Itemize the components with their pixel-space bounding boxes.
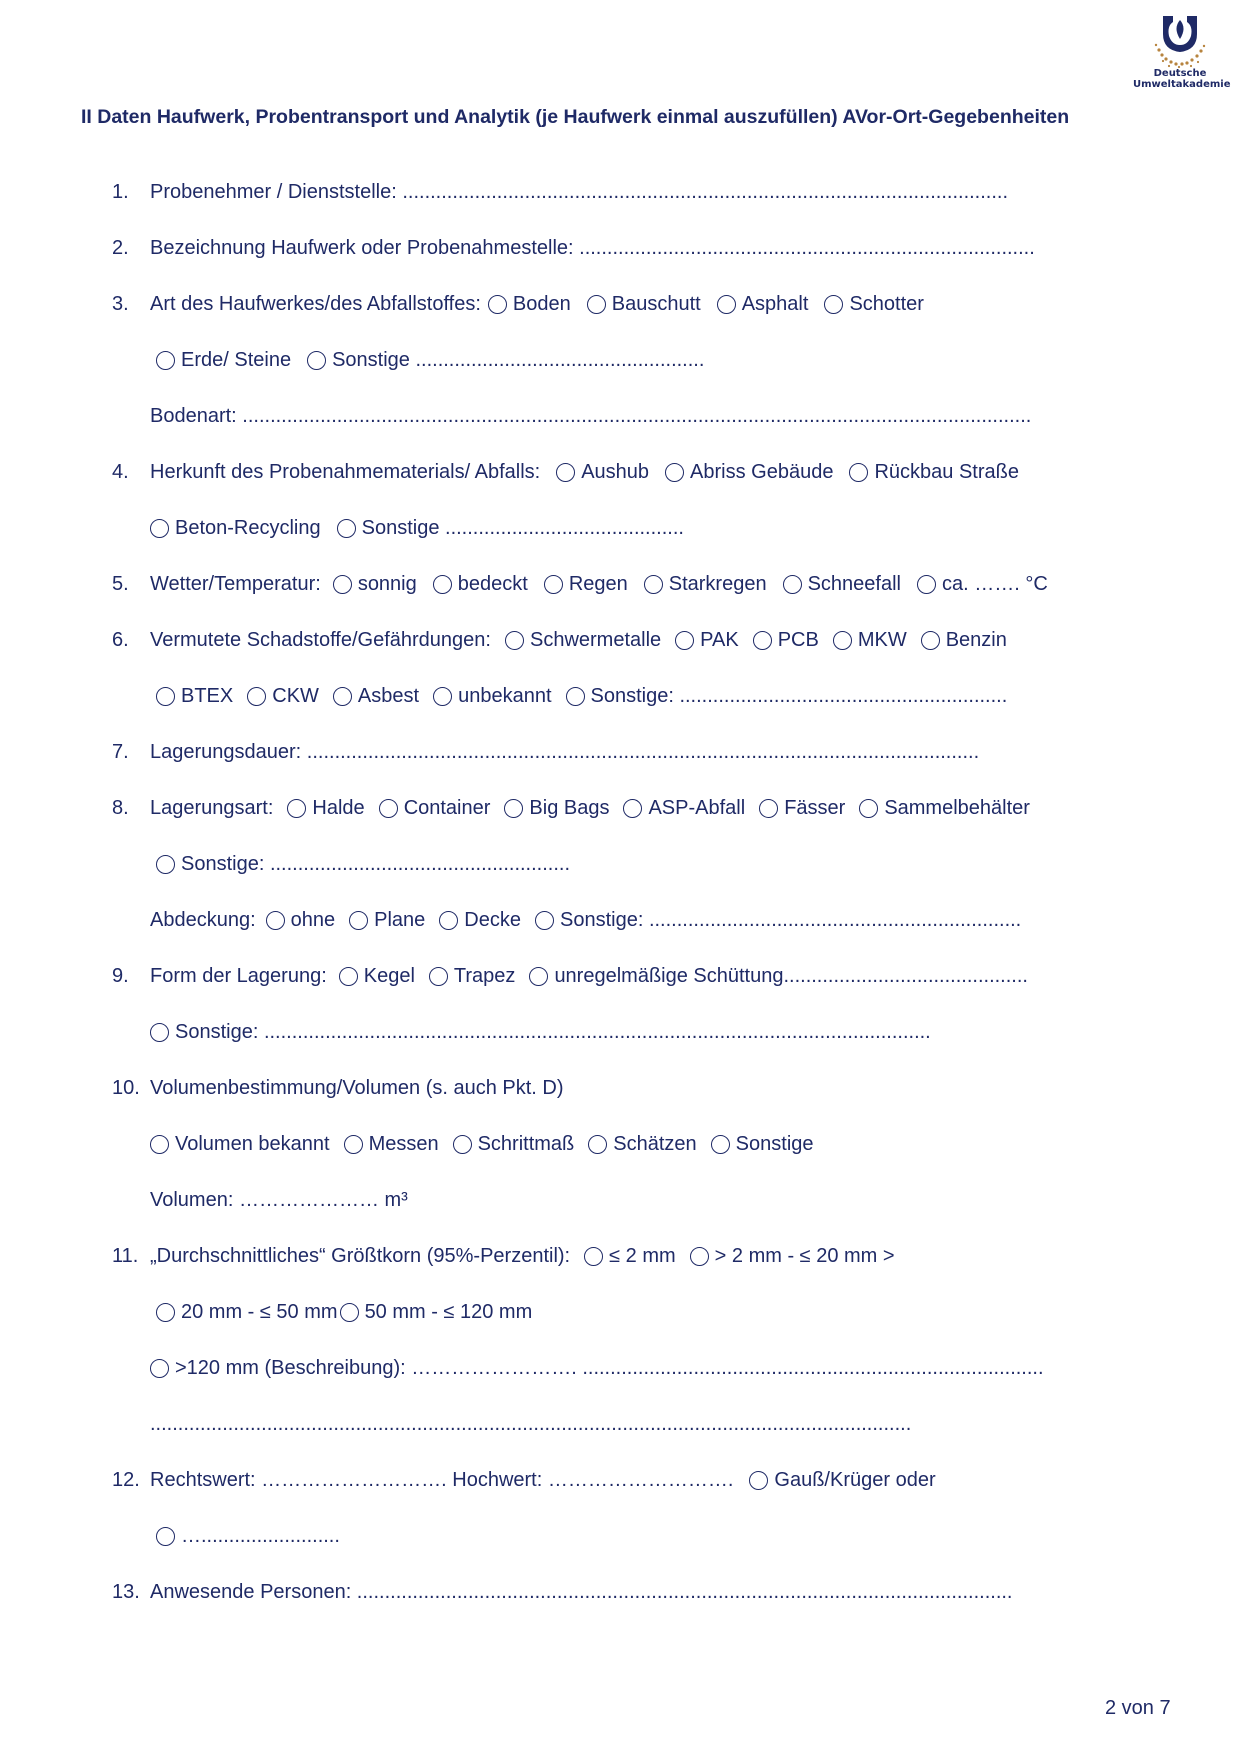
field-probenehmer[interactable]: Probenehmer / Dienststelle: .............................................................................................................: [150, 181, 1009, 203]
schadstoffe-row: [150, 626, 1007, 654]
herkunft-row-2: [150, 514, 684, 542]
field-label: „Durchschnittliches“ Größtkorn (95%-Perzentil):: [150, 1245, 571, 1267]
radio-option-2-bis-20mm[interactable]: [690, 1242, 895, 1270]
radio-button-icon[interactable]: [453, 1135, 472, 1154]
option-label: 20 mm - ≤ 50 mm: [181, 1301, 338, 1323]
radio-option-decke[interactable]: [439, 906, 521, 934]
radio-option-pak[interactable]: [675, 626, 739, 654]
option-label: Sonstige: ......................................................: [181, 853, 571, 875]
radio-button-icon[interactable]: [150, 1023, 169, 1042]
item-number: 9.: [112, 965, 129, 987]
radio-option-big-bags[interactable]: [504, 794, 609, 822]
radio-button-icon[interactable]: [349, 911, 368, 930]
radio-option-asp-abfall[interactable]: [623, 794, 745, 822]
field-label: Herkunft des Probenahmematerials/ Abfalls:: [150, 461, 541, 483]
radio-button-icon[interactable]: [339, 967, 358, 986]
option-label: Schotter: [849, 293, 924, 315]
option-label: Halde: [312, 797, 365, 819]
radio-option-schotter[interactable]: [824, 290, 923, 318]
field-label: Vermutete Schadstoffe/Gefährdungen:: [150, 629, 491, 651]
logo: [1133, 12, 1231, 90]
option-label: Beton-Recycling: [175, 517, 321, 539]
radio-button-icon[interactable]: [544, 575, 563, 594]
option-label: Fässer: [784, 797, 846, 819]
radio-option-ueber-120mm[interactable]: [150, 1354, 1044, 1382]
radio-button-icon[interactable]: [429, 967, 448, 986]
wetter-row: [150, 570, 1048, 598]
radio-button-icon[interactable]: [504, 799, 523, 818]
item-number: 7.: [112, 741, 129, 763]
radio-option-bedeckt[interactable]: [433, 570, 528, 598]
radio-option-container[interactable]: [379, 794, 491, 822]
radio-button-icon[interactable]: [150, 519, 169, 538]
form-lagerung-row: [150, 962, 1028, 990]
radio-option-other-system[interactable]: [156, 1522, 340, 1550]
radio-option-halde[interactable]: [287, 794, 364, 822]
option-label: sonnig: [357, 573, 417, 595]
radio-button-icon[interactable]: [156, 855, 175, 874]
radio-option-unregelmaessige-schuettung[interactable]: [529, 962, 1028, 990]
item-number: 13.: [112, 1581, 140, 1603]
item-number: 4.: [112, 461, 129, 483]
field-anwesende-personen[interactable]: Anwesende Personen: ......................................................................................................................: [150, 1581, 1013, 1603]
radio-button-icon[interactable]: [337, 519, 356, 538]
option-label: unregelmäßige Schüttung............................................: [554, 965, 1028, 987]
option-label: Decke: [464, 909, 521, 931]
field-beschreibung-continued[interactable]: .........................................................................................................................................: [150, 1413, 912, 1435]
option-label: Bauschutt: [611, 293, 701, 315]
radio-option-btex[interactable]: [156, 682, 233, 710]
radio-button-icon[interactable]: [439, 911, 458, 930]
option-label: Schneefall: [807, 573, 901, 595]
abdeckung-row: [150, 906, 1021, 934]
radio-option-sonstige[interactable]: [535, 906, 1021, 934]
radio-option-gauss-krueger[interactable]: [749, 1466, 935, 1494]
radio-button-icon[interactable]: [588, 1135, 607, 1154]
field-label: Volumenbestimmung/Volumen (s. auch Pkt. D): [150, 1077, 564, 1099]
option-label: Messen: [368, 1133, 439, 1155]
lagerungsart-row-2: [156, 850, 570, 878]
field-label: Form der Lagerung:: [150, 965, 327, 987]
art-haufwerk-row: [150, 290, 924, 318]
option-label: Sammelbehälter: [884, 797, 1030, 819]
field-volumen[interactable]: Volumen: ………………… m³: [150, 1189, 408, 1211]
radio-option-sonstige[interactable]: [156, 850, 570, 878]
field-lagerungsdauer[interactable]: Lagerungsdauer: .........................................................................................................................: [150, 741, 980, 763]
radio-option-rueckbau-strasse[interactable]: [849, 458, 1019, 486]
radio-button-icon[interactable]: [753, 631, 772, 650]
field-bezeichnung-haufwerk[interactable]: Bezeichnung Haufwerk oder Probenahmestelle: ..................................................................................: [150, 237, 1035, 259]
radio-option-erde-steine[interactable]: [156, 346, 291, 374]
field-label: Wetter/Temperatur:: [150, 573, 321, 595]
option-label: Abriss Gebäude: [690, 461, 834, 483]
radio-option-mkw[interactable]: [833, 626, 907, 654]
option-label: Sonstige: [735, 1133, 814, 1155]
option-label: Sonstige: ........................................................................................................................: [175, 1021, 931, 1043]
radio-option-20-bis-50mm[interactable]: [156, 1298, 338, 1326]
option-label: Sonstige: ...........................................................: [590, 685, 1008, 707]
radio-option-sonstige[interactable]: [711, 1130, 814, 1158]
option-label: BTEX: [181, 685, 234, 707]
option-label: >120 mm (Beschreibung): ……………………. ...................................................................................: [175, 1357, 1044, 1379]
radio-button-icon[interactable]: [917, 575, 936, 594]
koordinaten-row-2: [156, 1522, 340, 1550]
radio-option-aushub[interactable]: [556, 458, 649, 486]
option-label: Schrittmaß: [477, 1133, 575, 1155]
radio-option-faesser[interactable]: [759, 794, 845, 822]
option-label: Volumen bekannt: [175, 1133, 330, 1155]
radio-option-unbekannt[interactable]: [433, 682, 551, 710]
logo-name-line-2: Umweltakademie: [1133, 79, 1231, 90]
logo-name-line-1: Deutsche: [1153, 68, 1207, 79]
form-lagerung-row-2: [150, 1018, 931, 1046]
radio-button-icon[interactable]: [156, 1303, 175, 1322]
radio-option-pcb[interactable]: [753, 626, 819, 654]
radio-button-icon[interactable]: [505, 631, 524, 650]
radio-option-sonstige[interactable]: [337, 514, 684, 542]
radio-button-icon[interactable]: [849, 463, 868, 482]
radio-option-schrittmass[interactable]: [453, 1130, 575, 1158]
radio-button-icon[interactable]: [690, 1247, 709, 1266]
option-label: ca. ……. °C: [942, 573, 1048, 595]
koordinaten-row: [150, 1466, 936, 1494]
radio-button-icon[interactable]: [665, 463, 684, 482]
art-haufwerk-row-2: [156, 346, 704, 374]
option-label: Gauß/Krüger oder: [774, 1469, 936, 1491]
radio-button-icon[interactable]: [433, 575, 452, 594]
radio-button-icon[interactable]: [379, 799, 398, 818]
radio-button-icon[interactable]: [340, 1303, 359, 1322]
option-label: Rückbau Straße: [874, 461, 1019, 483]
option-label: MKW: [857, 629, 907, 651]
groesstkorn-row-2: [156, 1298, 532, 1326]
radio-button-icon[interactable]: [156, 351, 175, 370]
option-label: Aushub: [581, 461, 650, 483]
radio-option-ckw[interactable]: [247, 682, 319, 710]
radio-button-icon[interactable]: [529, 967, 548, 986]
item-number: 11.: [112, 1245, 139, 1267]
option-label: > 2 mm - ≤ 20 mm >: [714, 1245, 895, 1267]
item-number: 6.: [112, 629, 129, 651]
radio-option-messen[interactable]: [344, 1130, 439, 1158]
option-label: Schätzen: [613, 1133, 697, 1155]
radio-option-plane[interactable]: [349, 906, 425, 934]
schadstoffe-row-2: [156, 682, 1007, 710]
option-label: ASP-Abfall: [648, 797, 746, 819]
radio-button-icon[interactable]: [307, 351, 326, 370]
field-label: Lagerungsart:: [150, 797, 274, 819]
option-label: Benzin: [945, 629, 1007, 651]
radio-option-boden[interactable]: [488, 290, 571, 318]
lagerungsart-row: [150, 794, 1030, 822]
radio-button-icon[interactable]: [759, 799, 778, 818]
radio-option-sonstige[interactable]: [307, 346, 704, 374]
page-number: 2 von 7: [1105, 1697, 1171, 1719]
radio-option-ohne[interactable]: [266, 906, 336, 934]
option-label: ≤ 2 mm: [609, 1245, 676, 1267]
radio-option-starkregen[interactable]: [644, 570, 767, 598]
radio-button-icon[interactable]: [921, 631, 940, 650]
radio-button-icon[interactable]: [433, 687, 452, 706]
option-label: Asbest: [357, 685, 420, 707]
radio-button-icon[interactable]: [644, 575, 663, 594]
radio-option-volumen-bekannt[interactable]: [150, 1130, 330, 1158]
option-label: 50 mm - ≤ 120 mm: [364, 1301, 533, 1323]
herkunft-row: [150, 458, 1019, 486]
radio-button-icon[interactable]: [488, 295, 507, 314]
item-number: 12.: [112, 1469, 140, 1491]
deutsche-umweltakademie-logo-icon: [1153, 12, 1207, 68]
item-number: 1.: [112, 181, 129, 203]
option-label: Boden: [512, 293, 571, 315]
radio-option-50-bis-120mm[interactable]: [340, 1298, 533, 1326]
radio-option-sammelbehaelter[interactable]: [859, 794, 1030, 822]
radio-button-icon[interactable]: [783, 575, 802, 594]
field-rechtswert-hochwert[interactable]: Rechtswert: ………………………. Hochwert: ……………………….: [150, 1469, 734, 1491]
radio-option-sonstige[interactable]: [566, 682, 1008, 710]
radio-option-sonnig[interactable]: [333, 570, 417, 598]
option-label: Schwermetalle: [529, 629, 662, 651]
item-number: 5.: [112, 573, 129, 595]
radio-button-icon[interactable]: [344, 1135, 363, 1154]
option-label: Starkregen: [668, 573, 767, 595]
radio-button-icon[interactable]: [717, 295, 736, 314]
radio-option-schaetzen[interactable]: [588, 1130, 696, 1158]
radio-option-abriss-gebaeude[interactable]: [665, 458, 833, 486]
radio-button-icon[interactable]: [287, 799, 306, 818]
groesstkorn-row-3: [150, 1354, 1044, 1382]
radio-button-icon[interactable]: [333, 575, 352, 594]
option-label: Container: [403, 797, 491, 819]
radio-button-icon[interactable]: [623, 799, 642, 818]
radio-button-icon[interactable]: [711, 1135, 730, 1154]
option-label: Plane: [374, 909, 426, 931]
option-label: ….........................: [181, 1525, 340, 1547]
radio-button-icon[interactable]: [749, 1471, 768, 1490]
groesstkorn-row: [150, 1242, 895, 1270]
radio-option-bauschutt[interactable]: [587, 290, 701, 318]
option-label: PAK: [700, 629, 739, 651]
radio-button-icon[interactable]: [156, 687, 175, 706]
section-heading: II Daten Haufwerk, Probentransport und Analytik (je Haufwerk einmal auszufüllen) AVor-Ort-Gegebenheiten: [81, 106, 1070, 128]
field-bodenart[interactable]: Bodenart: ..............................................................................................................................................: [150, 405, 1032, 427]
option-label: PCB: [777, 629, 819, 651]
radio-button-icon[interactable]: [584, 1247, 603, 1266]
option-label: Asphalt: [741, 293, 809, 315]
radio-button-icon[interactable]: [566, 687, 585, 706]
field-label: Art des Haufwerkes/des Abfallstoffes:: [150, 293, 481, 315]
option-label: bedeckt: [457, 573, 528, 595]
radio-button-icon[interactable]: [247, 687, 266, 706]
option-label: CKW: [272, 685, 319, 707]
radio-button-icon[interactable]: [333, 687, 352, 706]
option-label: Kegel: [363, 965, 415, 987]
radio-option-asbest[interactable]: [333, 682, 419, 710]
radio-button-icon[interactable]: [156, 1527, 175, 1546]
option-label: unbekannt: [458, 685, 552, 707]
radio-option-temperatur[interactable]: [917, 570, 1048, 598]
radio-option-schwermetalle[interactable]: [505, 626, 661, 654]
radio-option-asphalt[interactable]: [717, 290, 809, 318]
option-label: Sonstige ...........................................: [361, 517, 684, 539]
radio-option-regen[interactable]: [544, 570, 628, 598]
radio-option-schneefall[interactable]: [783, 570, 901, 598]
radio-option-trapez[interactable]: [429, 962, 516, 990]
radio-button-icon[interactable]: [556, 463, 575, 482]
radio-button-icon[interactable]: [535, 911, 554, 930]
option-label: Trapez: [453, 965, 516, 987]
radio-option-beton-recycling[interactable]: [150, 514, 321, 542]
item-number: 10.: [112, 1077, 140, 1099]
radio-option-benzin[interactable]: [921, 626, 1007, 654]
radio-button-icon[interactable]: [150, 1135, 169, 1154]
radio-option-bis-2mm[interactable]: [584, 1242, 676, 1270]
option-label: Erde/ Steine: [181, 349, 292, 371]
radio-button-icon[interactable]: [150, 1359, 169, 1378]
option-label: Big Bags: [529, 797, 610, 819]
item-number: 3.: [112, 293, 129, 315]
radio-button-icon[interactable]: [266, 911, 285, 930]
radio-button-icon[interactable]: [587, 295, 606, 314]
volumen-row: [150, 1130, 814, 1158]
option-label: Sonstige: ...................................................................: [560, 909, 1022, 931]
option-label: Regen: [568, 573, 628, 595]
item-number: 8.: [112, 797, 129, 819]
field-label: Abdeckung:: [150, 909, 256, 931]
radio-button-icon[interactable]: [675, 631, 694, 650]
option-label: ohne: [290, 909, 336, 931]
option-label: Sonstige ....................................................: [332, 349, 705, 371]
radio-button-icon[interactable]: [824, 295, 843, 314]
radio-option-kegel[interactable]: [339, 962, 415, 990]
radio-button-icon[interactable]: [859, 799, 878, 818]
item-number: 2.: [112, 237, 129, 259]
radio-option-sonstige[interactable]: [150, 1018, 931, 1046]
radio-button-icon[interactable]: [833, 631, 852, 650]
